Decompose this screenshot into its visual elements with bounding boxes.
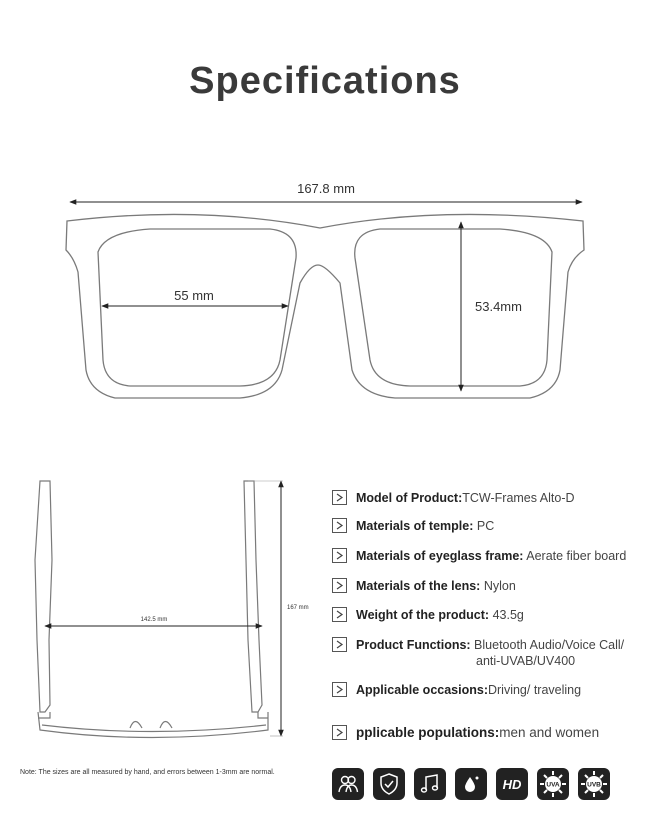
spec-row-occasions — [332, 682, 581, 698]
spec-value: 43.5g — [489, 608, 524, 622]
page-title: Specifications — [189, 60, 461, 102]
chevron-right-icon — [332, 518, 347, 533]
spec-row-frame — [332, 548, 626, 564]
spec-value: TCW-Frames Alto-D — [462, 491, 575, 505]
spec-label: Model of Product: — [356, 491, 463, 505]
spec-value: Bluetooth Audio/Voice Call/ — [470, 638, 625, 652]
spec-value-line2: anti-UVAB/UV400 — [476, 654, 576, 668]
spec-row-lens — [332, 578, 516, 594]
left-lens — [98, 229, 296, 386]
uvb-sun-icon — [578, 768, 610, 800]
spec-row-weight — [332, 607, 524, 623]
spec-value: Driving/ traveling — [487, 683, 582, 697]
spec-row-populations — [332, 725, 599, 741]
spec-label: Materials of the lens: — [356, 579, 481, 593]
uvb-label: UVB — [587, 781, 601, 789]
spec-label: Product Functions: — [356, 638, 471, 652]
spec-label: Applicable occasions: — [356, 683, 488, 697]
spec-label: Materials of eyeglass frame: — [356, 549, 524, 563]
shield-check-icon — [373, 768, 405, 800]
total-width-label: 167.8 mm — [297, 181, 355, 196]
left-temple — [35, 481, 52, 712]
chevron-right-icon — [332, 682, 347, 697]
chevron-right-icon — [332, 725, 347, 740]
uva-sun-icon — [537, 768, 569, 800]
spec-value: PC — [473, 519, 495, 533]
hd-label: HD — [502, 776, 522, 792]
temple-length-label: 167 mm — [287, 605, 309, 611]
lens-width-label: 55 mm — [174, 288, 214, 303]
water-drop-icon — [455, 768, 487, 800]
chevron-right-icon — [332, 578, 347, 593]
top-view-frame — [35, 481, 268, 738]
chevron-right-icon — [332, 548, 347, 563]
lens-height-label: 53.4mm — [475, 299, 522, 314]
spec-value: Aerate fiber board — [523, 549, 627, 563]
measurement-note: Note: The sizes are all measured by hand, and errors between 1-3mm are normal. — [20, 769, 275, 776]
spec-row-functions — [332, 637, 624, 669]
feature-icons — [332, 768, 610, 800]
music-note-icon — [414, 768, 446, 800]
spec-value: men and women — [499, 725, 600, 740]
spec-row-temple — [332, 518, 494, 534]
spec-label: Materials of temple: — [356, 519, 474, 533]
spec-label: Weight of the product: — [356, 608, 490, 622]
spec-label: pplicable populations: — [356, 725, 500, 740]
chevron-right-icon — [332, 607, 347, 622]
people-icon — [332, 768, 364, 800]
spec-row-model — [332, 490, 575, 506]
uva-label: UVA — [546, 781, 560, 789]
hd-icon — [496, 768, 528, 800]
temple-width-label: 142.5 mm — [140, 617, 168, 623]
right-lens — [355, 229, 552, 386]
chevron-right-icon — [332, 490, 347, 505]
right-temple — [244, 481, 262, 712]
spec-value: Nylon — [480, 579, 516, 593]
chevron-right-icon — [332, 637, 347, 652]
